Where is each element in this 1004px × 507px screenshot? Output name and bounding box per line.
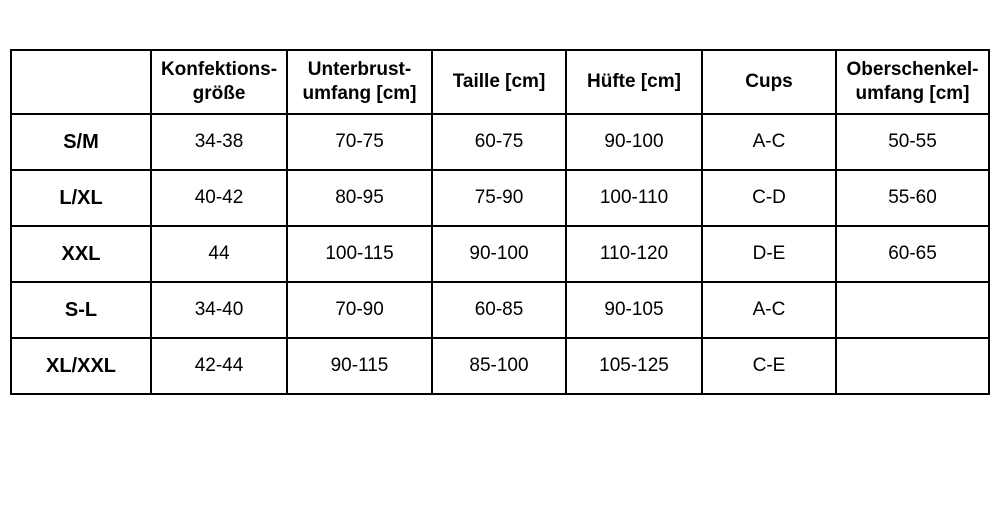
header-huefte xyxy=(566,50,702,114)
cups-cell: C-E xyxy=(702,338,836,394)
taille-cell: 75-90 xyxy=(432,170,566,226)
header-label: umfang [cm] xyxy=(302,83,417,104)
huefte-cell: 110-120 xyxy=(566,226,702,282)
header-label: Hüfte [cm] xyxy=(587,71,681,92)
unterbrust-cell: 90-115 xyxy=(287,338,432,394)
size-label: S-L xyxy=(11,282,151,338)
konfektion-cell: 34-40 xyxy=(151,282,287,338)
table-row xyxy=(11,226,989,282)
table-row xyxy=(11,170,989,226)
huefte-cell: 100-110 xyxy=(566,170,702,226)
huefte-cell: 90-100 xyxy=(566,114,702,170)
unterbrust-cell: 70-90 xyxy=(287,282,432,338)
table-row xyxy=(11,338,989,394)
size-label: S/M xyxy=(11,114,151,170)
oberschenkel-cell: 50-55 xyxy=(836,114,989,170)
header-label: größe xyxy=(192,83,246,104)
konfektion-cell: 44 xyxy=(151,226,287,282)
huefte-cell: 90-105 xyxy=(566,282,702,338)
konfektion-cell: 40-42 xyxy=(151,170,287,226)
header-oberschenkelumfang xyxy=(836,50,989,114)
oberschenkel-cell: 60-65 xyxy=(836,226,989,282)
header-cups xyxy=(702,50,836,114)
unterbrust-cell: 80-95 xyxy=(287,170,432,226)
taille-cell: 90-100 xyxy=(432,226,566,282)
oberschenkel-cell: 55-60 xyxy=(836,170,989,226)
oberschenkel-cell xyxy=(836,338,989,394)
header-corner xyxy=(11,50,151,114)
cups-cell: D-E xyxy=(702,226,836,282)
header-unterbrustumfang xyxy=(287,50,432,114)
huefte-cell: 105-125 xyxy=(566,338,702,394)
header-label: Cups xyxy=(745,71,793,92)
taille-cell: 60-75 xyxy=(432,114,566,170)
unterbrust-cell: 100-115 xyxy=(287,226,432,282)
header-taille xyxy=(432,50,566,114)
taille-cell: 85-100 xyxy=(432,338,566,394)
konfektion-cell: 34-38 xyxy=(151,114,287,170)
cups-cell: A-C xyxy=(702,282,836,338)
header-konfektionsgroesse xyxy=(151,50,287,114)
oberschenkel-cell xyxy=(836,282,989,338)
taille-cell: 60-85 xyxy=(432,282,566,338)
size-label: XXL xyxy=(11,226,151,282)
table-row xyxy=(11,114,989,170)
table-row xyxy=(11,282,989,338)
header-label: Konfektions- xyxy=(160,59,278,80)
size-label: XL/XXL xyxy=(11,338,151,394)
cups-cell: A-C xyxy=(702,114,836,170)
size-chart-table xyxy=(10,49,990,395)
header-label: umfang [cm] xyxy=(855,83,970,104)
header-label: Oberschenkel- xyxy=(846,59,979,80)
size-label: L/XL xyxy=(11,170,151,226)
header-label: Unterbrust- xyxy=(307,59,412,80)
unterbrust-cell: 70-75 xyxy=(287,114,432,170)
konfektion-cell: 42-44 xyxy=(151,338,287,394)
header-label: Taille [cm] xyxy=(452,71,546,92)
header-row xyxy=(11,50,989,114)
cups-cell: C-D xyxy=(702,170,836,226)
